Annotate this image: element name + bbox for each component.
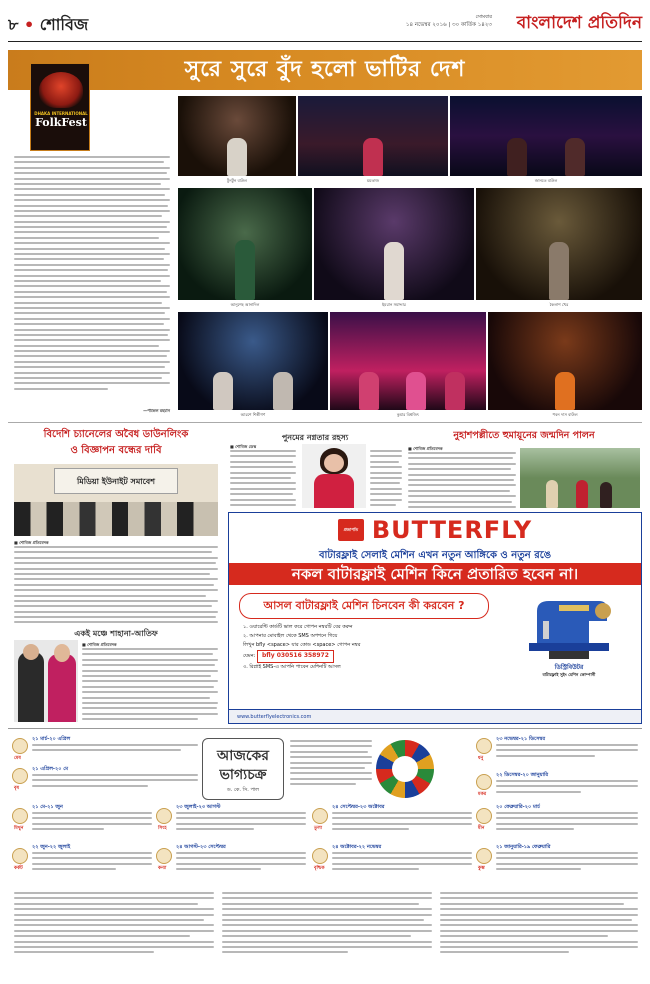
gemini-icon [12, 808, 28, 824]
separator-dot: • [23, 15, 35, 34]
libra-icon [312, 808, 328, 824]
ad-verification-steps [243, 623, 493, 672]
media-unite-rally-photo [14, 464, 218, 536]
butterfly-logo: প্রজাপতি [338, 519, 364, 541]
section-name: শোবিজ [39, 15, 89, 34]
weekday: সোমবার [475, 14, 492, 20]
aquarius-icon [476, 848, 492, 864]
sewing-machine-image [519, 591, 619, 661]
humayun-reporter: ■ শোবিজ প্রতিবেদক [408, 446, 443, 451]
humayun-event-photo [520, 448, 640, 508]
sign-range-gemini: ২১ মে-২১ জুন [32, 804, 63, 810]
sign-text-libra [332, 812, 472, 842]
photo-performer-1 [178, 96, 296, 176]
sign-name-libra: তুলা [314, 826, 323, 831]
sign-text-scorpio [332, 852, 472, 882]
channel-story-headline-1: বিদেশি চ্যানেলের অবৈধ ডাউনলিংক [43, 429, 189, 440]
photo-performer-7 [178, 312, 328, 410]
shahana-atif-photo [14, 640, 78, 722]
horoscope-intro-text [290, 740, 372, 796]
sign-name-aries: মেষ [14, 756, 21, 761]
shahana-story-headline: একই মঞ্চে শাহানা-আতিফ [74, 628, 158, 638]
photo-caption-7: আরশে শিল্পীগণ [240, 412, 266, 417]
scorpio-icon [312, 848, 328, 864]
sign-range-virgo: ২৪ আগস্ট-২৩ সেপ্টেম্বর [176, 844, 226, 850]
sign-range-leo: ২৩ জুলাই-২৩ আগস্ট [176, 804, 221, 810]
ad-step-2: ২. আপনার মোবাইল থেকে SMS অপশনে গিয়ে [243, 633, 338, 639]
sign-text-cancer [32, 852, 152, 882]
taurus-icon [12, 768, 28, 784]
photo-performer-5 [314, 188, 474, 300]
feature-article-text [14, 156, 170, 412]
channel-story-text [14, 546, 218, 626]
sign-range-libra: ২৪ সেপ্টেম্বর-২৩ অক্টোবর [332, 804, 385, 810]
horoscope-title-1: আজকের [217, 748, 269, 764]
poster-line-2: FolkFest [35, 116, 87, 129]
ad-example-code: bfly 030516 358972 [257, 650, 334, 663]
poonam-photo [302, 444, 366, 508]
sign-name-scorpio: বৃশ্চিক [314, 866, 325, 871]
poonam-story-headline: পুনমের নগ্নতার রহস্য [281, 432, 349, 442]
date-text: ১৪ নভেম্বর ২০১৬ | ৩০ কার্তিক ১৪২৩ [405, 22, 492, 28]
masthead [8, 8, 642, 42]
photo-performer-6 [476, 188, 642, 300]
poonam-story-text-1 [230, 450, 296, 508]
sign-name-taurus: বৃষ [14, 786, 19, 791]
sagittarius-icon [476, 738, 492, 754]
humayun-story-text-1 [408, 452, 516, 510]
ad-step-1: ১. ওয়ারেন্টি কার্ডটি ভাল করে গোপন নম্বরটি বের করুন [243, 624, 353, 630]
channel-story-headline-2: ও বিজ্ঞাপন বন্ধের দাবি [70, 445, 162, 456]
page-section-label [8, 14, 88, 36]
ad-step-3: লিখুন bfly <space> যার কোড <space> গোপন নম্বর [243, 642, 361, 648]
horoscope-bottom-text-left [14, 892, 214, 976]
issue-date [405, 14, 492, 29]
ad-brand-row [229, 513, 641, 547]
photo-caption-2: মমতাজ [366, 178, 380, 183]
ad-distributor [499, 663, 639, 678]
feature-headline: সুরে সুরে বুঁদ হলো ভাটির দেশ [184, 56, 466, 83]
ad-example-label: যেমন: [243, 653, 256, 659]
sign-name-leo: সিংহ [158, 826, 167, 831]
photo-caption-1: টুনটুন বাউল [227, 178, 247, 183]
sign-name-aquarius: কুম্ভ [478, 866, 485, 871]
sign-range-scorpio: ২৪ অক্টোবর-২২ নভেম্বর [332, 844, 382, 850]
shahana-reporter: ■ শোবিজ প্রতিবেদক [82, 642, 117, 647]
sign-name-cancer: কর্কট [14, 866, 23, 871]
rally-banner: মিডিয়া ইউনাইট সমাবেশ [54, 468, 178, 494]
photo-caption-3: জানতে বাউল [534, 178, 558, 183]
poonam-story-text-2 [370, 450, 402, 508]
sign-text-gemini [32, 812, 152, 842]
ad-step-4: ৩. রিপ্লাই SMS-এ আপনি পাবেন মেশিনটি আসল [243, 663, 341, 670]
feature-banner [8, 50, 642, 90]
ad-website-link[interactable]: www.butterflyelectronics.com [229, 709, 641, 723]
ad-example [243, 650, 493, 663]
photo-performer-8 [330, 312, 486, 410]
ad-brand-name: BUTTERFLY [371, 515, 533, 544]
ad-distributor-head: ডিস্ট্রিবিউটর [554, 664, 584, 671]
sign-name-virgo: কন্যা [158, 866, 167, 871]
sign-text-sagittarius [496, 744, 638, 766]
section-divider [8, 422, 642, 423]
sign-name-sagittarius: ধনু [478, 756, 484, 761]
horoscope-title-box [202, 738, 284, 800]
horoscope-bottom-text-mid [222, 892, 432, 976]
pisces-icon [476, 808, 492, 824]
photo-caption-8: কুমার বিশ্বজিৎ [396, 412, 420, 417]
aries-icon [12, 738, 28, 754]
sign-range-sagittarius: ২৩ নভেম্বর-২১ ডিসেম্বর [496, 736, 546, 742]
sign-text-pisces [496, 812, 638, 842]
shahana-story-text [82, 648, 218, 722]
photo-caption-6: কৈলাশ খের [549, 302, 569, 307]
sign-text-capricorn [496, 780, 638, 802]
sign-range-capricorn: ২২ ডিসেম্বর-২০ জানুয়ারি [496, 772, 549, 778]
sign-range-pisces: ২০ ফেব্রুয়ারি-২০ মার্চ [496, 804, 540, 810]
sign-name-gemini: মিথুন [14, 826, 24, 831]
capricorn-icon [476, 774, 492, 790]
sign-range-cancer: ২২ জুন-২২ জুলাই [32, 844, 71, 850]
photo-caption-9: পবন দাস বাউল [552, 412, 578, 417]
dancer-illustration [39, 72, 83, 108]
humayun-story-headline: নুহাশপল্লীতে হুমায়ূনের জন্মদিন পালন [453, 430, 595, 441]
sign-range-aquarius: ২১ জানুয়ারি-১৯ ফেব্রুয়ারি [496, 844, 551, 850]
leo-icon [156, 808, 172, 824]
sign-text-aries [32, 744, 198, 760]
sign-text-leo [176, 812, 306, 842]
sign-range-aries: ২১ মার্চ-২০ এপ্রিল [32, 736, 71, 742]
virgo-icon [156, 848, 172, 864]
ad-warning-headline: নকল বাটারফ্লাই মেশিন কিনে প্রতারিত হবেন না। [229, 563, 641, 585]
photo-performer-9 [488, 312, 642, 410]
sign-text-virgo [176, 852, 306, 882]
feature-byline: —পাভেল রহমান [143, 408, 170, 413]
poonam-reporter: ■ শোবিজ ডেস্ক [230, 444, 257, 449]
newspaper-brand: বাংলাদেশ প্রতিদিন [516, 13, 642, 33]
channel-reporter: ■ শোবিজ প্রতিবেদক [14, 540, 49, 545]
sign-text-taurus [32, 774, 198, 796]
photo-caption-4: আনুশেহ আনাদিল [230, 302, 260, 307]
sign-name-capricorn: মকর [478, 792, 487, 797]
ad-subheadline: বাটারফ্লাই সেলাই মেশিন এখন নতুন আঙ্গিকে ও নতুন রঙে [318, 550, 552, 561]
horoscope-author: ড. কে. সি. পাল [226, 786, 260, 793]
horoscope-bottom-text-right [440, 892, 638, 976]
poster-line-1: DHAKA INTERNATIONAL [34, 111, 88, 116]
photo-performer-4 [178, 188, 312, 300]
photo-caption-5: ইমরান সমাদ্দার [382, 302, 406, 307]
zodiac-wheel-icon [376, 740, 434, 798]
ad-question: আসল বাটারফ্লাই মেশিন চিনবেন কী করবেন ? [239, 593, 489, 619]
photo-performer-3 [450, 96, 642, 176]
horoscope-title-2: ভাগ্যচক্র [219, 766, 267, 783]
sign-text-aquarius [496, 852, 638, 882]
cancer-icon [12, 848, 28, 864]
butterfly-advertisement [228, 512, 642, 724]
folkfest-poster [30, 63, 90, 151]
photo-performer-2 [298, 96, 448, 176]
sign-range-taurus: ২১ এপ্রিল-২০ মে [32, 766, 69, 772]
sign-name-pisces: মীন [478, 826, 485, 831]
page-number: ৮ [8, 15, 19, 34]
ad-distributor-name: বাটারফ্লাই সুইং মেশিন কোম্পানী [542, 672, 596, 677]
